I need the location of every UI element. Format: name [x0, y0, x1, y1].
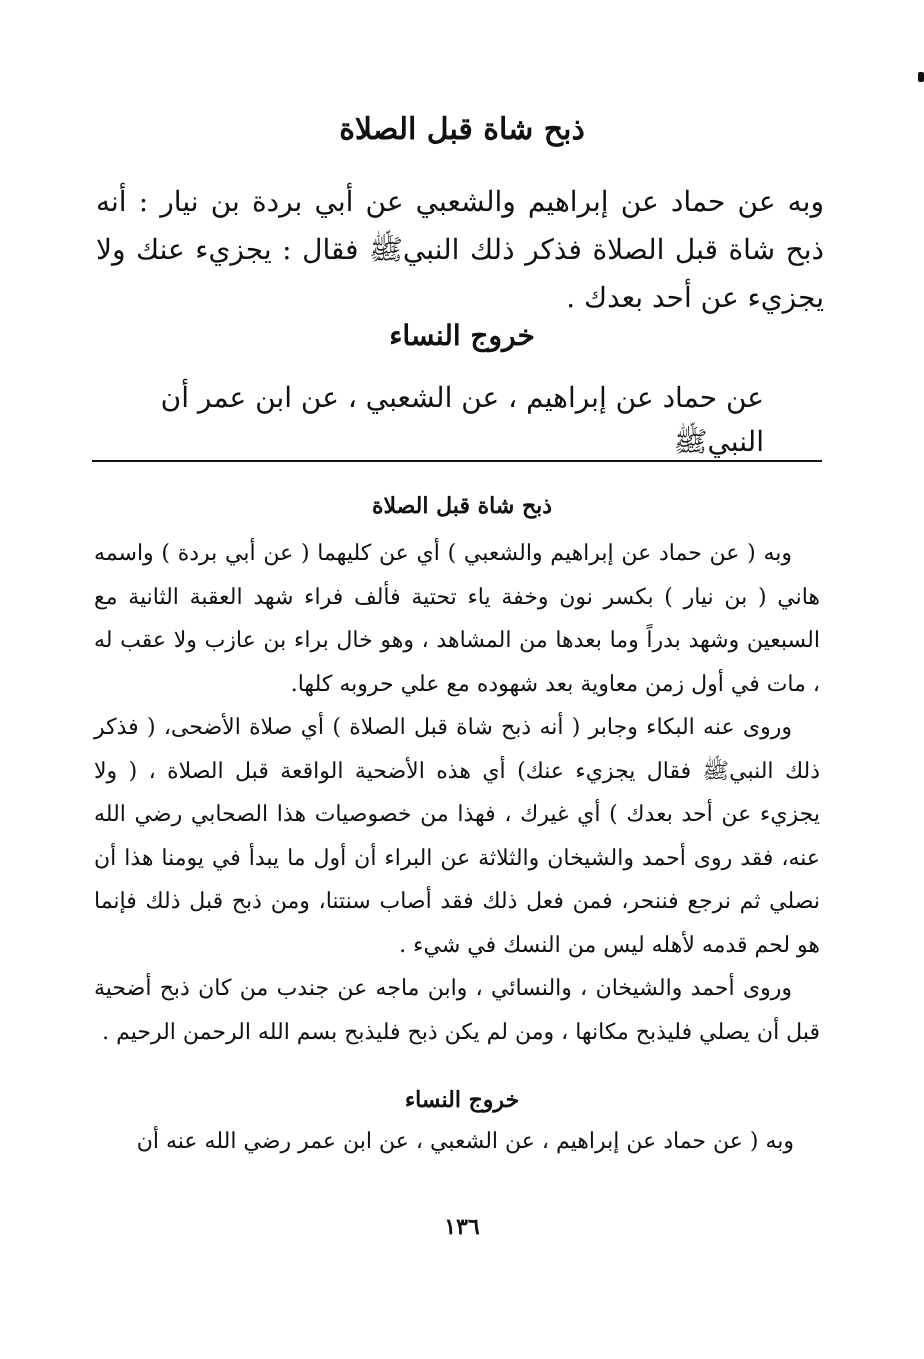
commentary-heading: ذبح شاة قبل الصلاة	[371, 493, 553, 519]
commentary-women-text	[94, 1122, 794, 1162]
women-main-paragraph: عن حماد عن إبراهيم ، عن الشعبي ، عن ابن عمر أن النبيﷺ	[160, 381, 764, 458]
commentary-text	[94, 532, 820, 1054]
commentary-paragraph: وبه ( عن حماد عن إبراهيم والشعبي ) أي عن كليهما ( عن أبي بردة ) واسمه هاني ( بن نيار ) بكسر نون وخفة ياء تحتية فألف فراء شهد العقبة الثانية مع السبعين وشهد بدراً وما بعدها من المشاهد ، وهو خال براء بن عازب ولا عقب له ، مات في أول زمن معاوية بعد شهوده مع علي حروبه كلها.	[94, 541, 820, 697]
main-paragraph: وبه عن حماد عن إبراهيم والشعبي عن أبي بردة بن نيار : أنه ذبح شاة قبل الصلاة فذكر ذلك النبيﷺ فقال : يجزيء عنك ولا يجزيء عن أحد بعدك .	[96, 185, 824, 314]
scan-mark	[918, 72, 924, 82]
commentary-paragraph: وروى عنه البكاء وجابر ( أنه ذبح شاة قبل الصلاة ) أي صلاة الأضحى، ( فذكر ذلك النبيﷺ فقال يجزيء عنك) أي هذه الأضحية الواقعة قبل الصلاة ، ( ولا يجزيء عن أحد بعدك ) أي غيرك ، فهذا من خصوصيات هذا الصحابي رضي الله عنه، فقد روى أحمد والشيخان والثلاثة عن البراء أن أول ما يبدأ في يومنا هذا أن نصلي ثم نرجع فننحر، فمن فعل ذلك فقد أصاب سنتنا، ومن ذبح قبل ذلك فإنما هو لحم قدمه لأهله ليس من النسك في شيء .	[94, 715, 820, 958]
women-main-text	[96, 376, 764, 464]
commentary-paragraph: وروى أحمد والشيخان ، والنسائي ، وابن ماجه عن جندب من كان ذبح أضحية قبل أن يصلي فليذبح مكانها ، ومن لم يكن ذبح فليذبح بسم الله الرحمن الرحيم .	[94, 976, 820, 1045]
page-number: ١٣٦	[444, 1214, 480, 1240]
main-heading: ذبح شاة قبل الصلاة	[339, 112, 585, 147]
commentary-women-paragraph: وبه ( عن حماد عن إبراهيم ، عن الشعبي ، عن ابن عمر رضي الله عنه أن	[136, 1129, 794, 1154]
footnote-divider	[92, 460, 822, 462]
women-heading: خروج النساء	[389, 319, 535, 352]
commentary-women-heading: خروج النساء	[404, 1087, 520, 1113]
main-text	[96, 178, 824, 322]
